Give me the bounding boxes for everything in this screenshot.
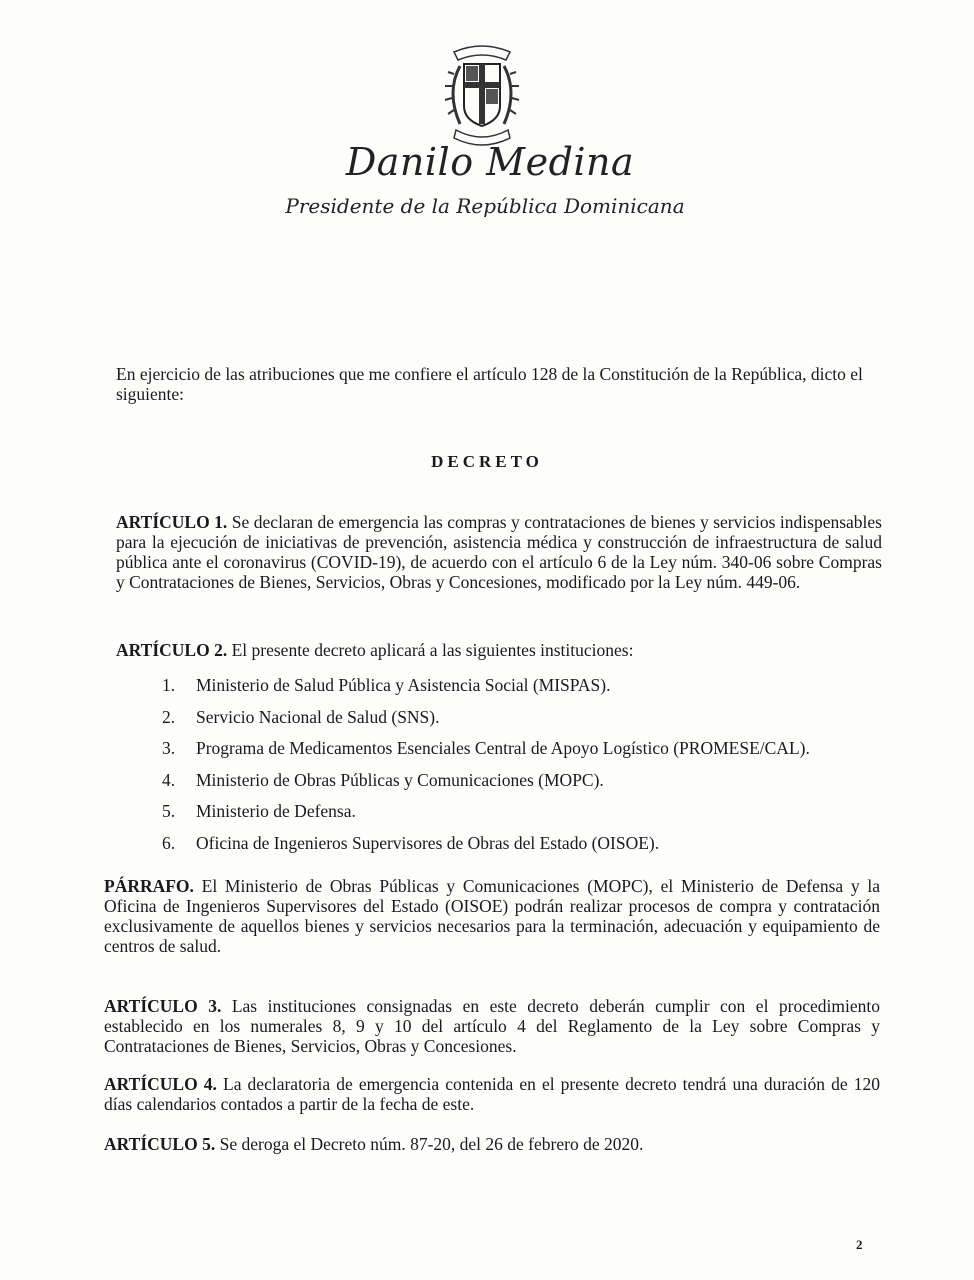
list-item-text: Ministerio de Salud Pública y Asistencia Social (MISPAS). xyxy=(196,675,611,695)
paragraph-note xyxy=(104,876,880,956)
article-1 xyxy=(116,512,882,592)
signature-title: Presidente de la República Dominicana xyxy=(285,194,685,218)
article-4-text: La declaratoria de emergencia contenida en el presente decreto tendrá una duración de 120 días calendarios contados a partir de la fecha de este. xyxy=(104,1074,880,1114)
article-2-label: ARTÍCULO 2. xyxy=(116,640,228,660)
list-item-text: Servicio Nacional de Salud (SNS). xyxy=(196,706,440,727)
article-1-label: ARTÍCULO 1. xyxy=(116,512,228,532)
article-3-text: Las instituciones consignadas en este decreto deberán cumplir con el procedimiento establecido en los numerales 8, 9 y 10 del artículo 4 del Reglamento de la Ley sobre Compras y Contrataciones de Bienes, Servicios, Obras y Concesiones. xyxy=(104,996,880,1056)
list-item xyxy=(162,675,882,707)
paragraph-text: El Ministerio de Obras Públicas y Comunicaciones (MOPC), el Ministerio de Defensa y la Oficina de Ingenieros Supervisores del Estado (OISOE) podrán realizar procesos de compra y contratación exclusivamente de aquellos bienes y servicios necesarios para la terminación, adecuación y equipamiento de centros de salud. xyxy=(104,876,880,956)
institutions-list xyxy=(162,675,882,864)
list-item-number: 5. xyxy=(162,801,176,821)
paragraph-label: PÁRRAFO. xyxy=(104,876,194,896)
article-5 xyxy=(104,1134,880,1154)
list-item xyxy=(162,770,882,802)
article-4-label: ARTÍCULO 4. xyxy=(104,1074,217,1094)
list-item-text: Programa de Medicamentos Esenciales Central de Apoyo Logístico (PROMESE/CAL). xyxy=(196,738,810,758)
list-item-number: 3. xyxy=(162,738,176,758)
article-4 xyxy=(104,1074,880,1114)
signature-name: Danilo Medina xyxy=(345,140,635,184)
list-item xyxy=(162,833,882,865)
list-item-number: 4. xyxy=(162,769,176,790)
article-2 xyxy=(116,640,882,660)
intro-paragraph: En ejercicio de las atribuciones que me confiere el artículo 128 de la Constitución de la República, dicto el siguiente: xyxy=(116,364,863,404)
list-item-text: Oficina de Ingenieros Supervisores de Obras del Estado (OISOE). xyxy=(196,832,660,853)
article-1-text: Se declaran de emergencia las compras y contrataciones de bienes y servicios indispensables para la ejecución de iniciativas de prevención, asistencia médica y construcción de infraestructura de salud pública ante el coronavirus (COVID-19), de acuerdo con el artículo 6 de la Ley núm. 340-06 sobre Compras y Contrataciones de Bienes, Servicios, Obras y Concesiones, modificado por la Ley núm. 449-06. xyxy=(116,512,882,592)
article-5-text: Se deroga el Decreto núm. 87-20, del 26 de febrero de 2020. xyxy=(219,1134,644,1154)
list-item-text: Ministerio de Defensa. xyxy=(196,801,356,821)
article-5-label: ARTÍCULO 5. xyxy=(104,1134,216,1154)
list-item-number: 2. xyxy=(162,706,176,727)
list-item xyxy=(162,738,882,770)
list-item xyxy=(162,801,882,833)
article-3-label: ARTÍCULO 3. xyxy=(104,996,222,1016)
article-2-text: El presente decreto aplicará a las siguientes instituciones: xyxy=(231,640,634,660)
list-item-text: Ministerio de Obras Públicas y Comunicaciones (MOPC). xyxy=(196,769,604,790)
article-3 xyxy=(104,996,880,1056)
document-heading: DECRETO xyxy=(431,452,543,471)
list-item xyxy=(162,707,882,739)
page-number: 2 xyxy=(856,1237,863,1252)
coat-of-arms-icon xyxy=(440,40,524,152)
list-item-number: 6. xyxy=(162,832,176,853)
list-item-number: 1. xyxy=(162,675,176,695)
